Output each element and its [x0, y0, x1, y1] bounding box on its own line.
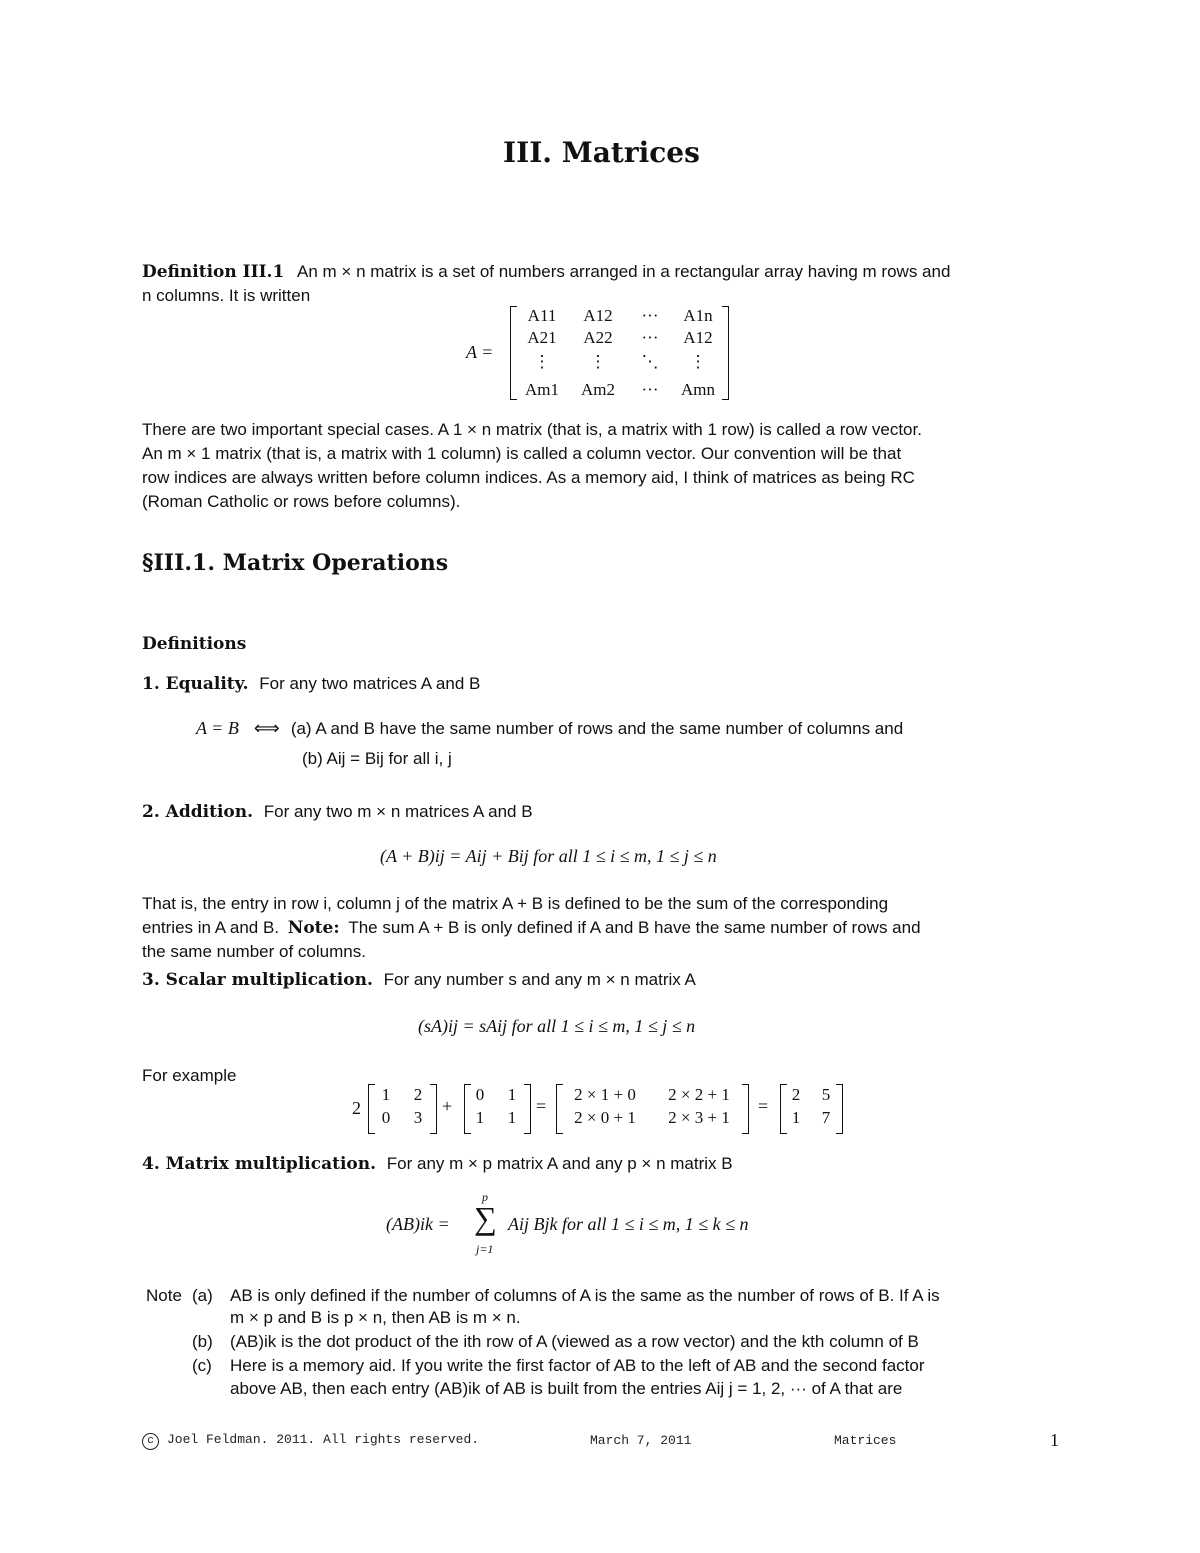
mult-formula	[386, 1190, 826, 1262]
definition-line-1	[142, 260, 950, 284]
matrix-a-cell: ···	[641, 380, 659, 399]
addition-explain-1: That is, the entry in row i, column j of the matrix A + B is defined to be the sum of the corresponding	[142, 894, 889, 913]
equals-sign-1: =	[536, 1096, 547, 1116]
equals-sign-2: =	[758, 1096, 769, 1116]
equality-text: For any two matrices A and B	[259, 674, 481, 693]
matrix-a-right-bracket	[722, 306, 729, 400]
matrix-a-cell: ···	[641, 306, 659, 325]
addition-explain-3: the same number of columns.	[142, 942, 366, 961]
m1-cell: 0	[381, 1108, 391, 1127]
mult-rhs: Aij Bjk for all 1 ≤ i ≤ m, 1 ≤ k ≤ n	[508, 1214, 749, 1234]
plus-sign: +	[442, 1096, 453, 1116]
note-b-label: (b)	[192, 1332, 213, 1351]
iff-arrow: ⟺	[253, 718, 280, 738]
m2-cell: 1	[475, 1108, 485, 1127]
matrix-a-cell: ···	[641, 328, 659, 347]
matrix-a-cell: Am1	[525, 380, 559, 399]
note-a-line-2: m × p and B is p × n, then AB is m × n.	[230, 1308, 521, 1327]
footer-copyright	[142, 1432, 479, 1450]
m3-cell: 2 × 2 + 1	[668, 1085, 730, 1104]
scalar-formula: (sA)ij = sAij for all 1 ≤ i ≤ m, 1 ≤ j ≤ n	[418, 1016, 696, 1036]
matrix-a-cell: ⋮	[689, 352, 707, 371]
example-equation	[352, 1084, 852, 1136]
example-label: For example	[142, 1066, 237, 1085]
paragraph-line: row indices are always written before column indices. As a memory aid, I think of matrices as being RC	[142, 468, 915, 487]
matrix-a-cell: A22	[583, 328, 613, 347]
note-prefix: Note	[146, 1286, 182, 1305]
equality-cond-b: (b) Aij = Bij for all i, j	[302, 749, 452, 768]
matrix-a-cell: Amn	[681, 380, 715, 399]
equality-formula-a	[196, 717, 903, 741]
mult-lhs: (AB)ik =	[386, 1214, 450, 1234]
matrix-a-display	[466, 306, 736, 402]
footer-copyright-text: Joel Feldman. 2011. All rights reserved.	[167, 1432, 480, 1447]
definition-line-2: n columns. It is written	[142, 286, 311, 305]
m4-cell: 1	[791, 1108, 801, 1127]
addition-text: For any two m × n matrices A and B	[263, 802, 533, 821]
definition-text-1: An m × n matrix is a set of numbers arranged in a rectangular array having m rows and	[297, 262, 951, 281]
copyright-icon: c	[142, 1433, 159, 1450]
m4-cell: 7	[821, 1108, 831, 1127]
definition-label: Definition III.1	[142, 262, 285, 282]
footer-date: March 7, 2011	[590, 1433, 692, 1448]
m3-cell: 2 × 3 + 1	[668, 1108, 730, 1127]
m1-cell: 2	[413, 1085, 423, 1104]
footer-topic: Matrices	[834, 1433, 897, 1448]
matrix-a-left-bracket	[510, 306, 517, 400]
m3-cell: 2 × 1 + 0	[574, 1085, 636, 1104]
m4-cell: 2	[791, 1085, 801, 1104]
scalar-label: 3. Scalar multiplication.	[142, 970, 373, 990]
note-b-line: (AB)ik is the dot product of the ith row of A (viewed as a row vector) and the kth column of B	[230, 1332, 919, 1351]
matrix-a-cell: A1n	[683, 306, 713, 325]
m4-cell: 5	[821, 1085, 831, 1104]
m2-cell: 1	[507, 1108, 517, 1127]
mult-label: 4. Matrix multiplication.	[142, 1154, 377, 1174]
page-number: 1	[1050, 1430, 1059, 1450]
m2-cell: 0	[475, 1085, 485, 1104]
m1-right-bracket	[430, 1084, 437, 1134]
m1-cell: 1	[381, 1085, 391, 1104]
paragraph-line: (Roman Catholic or rows before columns).	[142, 492, 461, 511]
matrix-a-cell: A12	[583, 306, 613, 325]
mult-line	[142, 1152, 733, 1176]
matrix-a-cell: A21	[527, 328, 557, 347]
scalar-text: For any number s and any m × n matrix A	[383, 970, 696, 989]
example-coef: 2	[352, 1098, 361, 1118]
note-c-line-2: above AB, then each entry (AB)ik of AB is built from the entries Aij j = 1, 2, ··· of A that are	[230, 1379, 903, 1398]
matrix-a-lhs: A =	[466, 342, 494, 362]
equality-line	[142, 672, 480, 696]
sum-bottom: j=1	[476, 1242, 494, 1256]
page-title: III. Matrices	[503, 136, 700, 169]
note-c-label: (c)	[192, 1356, 212, 1375]
matrix-a-cell: ⋮	[533, 352, 551, 371]
m1-cell: 3	[413, 1108, 423, 1127]
note-a-line-1: AB is only defined if the number of columns of A is the same as the number of rows of B. If A is	[230, 1286, 940, 1305]
sum-symbol: ∑	[474, 1200, 497, 1236]
definitions-heading: Definitions	[142, 634, 247, 654]
addition-note-text: The sum A + B is only defined if A and B have the same number of rows and	[348, 918, 921, 937]
paragraph-line: An m × 1 matrix (that is, a matrix with 1 column) is called a column vector. Our convention will be that	[142, 444, 902, 463]
addition-line	[142, 800, 533, 824]
matrix-a-cell: A11	[527, 306, 557, 325]
m2-cell: 1	[507, 1085, 517, 1104]
matrix-a-cell: Am2	[581, 380, 615, 399]
m1-left-bracket	[368, 1084, 375, 1134]
m3-cell: 2 × 0 + 1	[574, 1108, 636, 1127]
scalar-line	[142, 968, 696, 992]
section-heading: §III.1. Matrix Operations	[142, 550, 449, 576]
addition-explain-2	[142, 916, 921, 940]
matrix-a-cell: ⋱	[641, 352, 659, 371]
addition-formula: (A + B)ij = Aij + Bij for all 1 ≤ i ≤ m, 1 ≤ j ≤ n	[380, 846, 717, 866]
addition-label: 2. Addition.	[142, 802, 254, 822]
matrix-a-cell: ⋮	[589, 352, 607, 371]
equality-cond-a: (a) A and B have the same number of rows and the same number of columns and	[290, 719, 904, 738]
matrix-a-cell: A12	[683, 328, 713, 347]
m2-right-bracket	[524, 1084, 531, 1134]
mult-text: For any m × p matrix A and any p × n matrix B	[386, 1154, 733, 1173]
addition-note-label: Note:	[287, 918, 340, 938]
addition-explain-2-text: entries in A and B.	[142, 918, 280, 937]
m4-right-bracket	[836, 1084, 843, 1134]
paragraph-line: There are two important special cases. A 1 × n matrix (that is, a matrix with 1 row) is called a row vector.	[142, 420, 922, 439]
note-c-line-1: Here is a memory aid. If you write the first factor of AB to the left of AB and the second factor	[230, 1356, 925, 1375]
m3-right-bracket	[742, 1084, 749, 1134]
note-a-label: (a)	[192, 1286, 213, 1305]
equality-lhs: A = B	[196, 718, 239, 738]
sum-top: p	[482, 1190, 488, 1204]
equality-label: 1. Equality.	[142, 674, 249, 694]
